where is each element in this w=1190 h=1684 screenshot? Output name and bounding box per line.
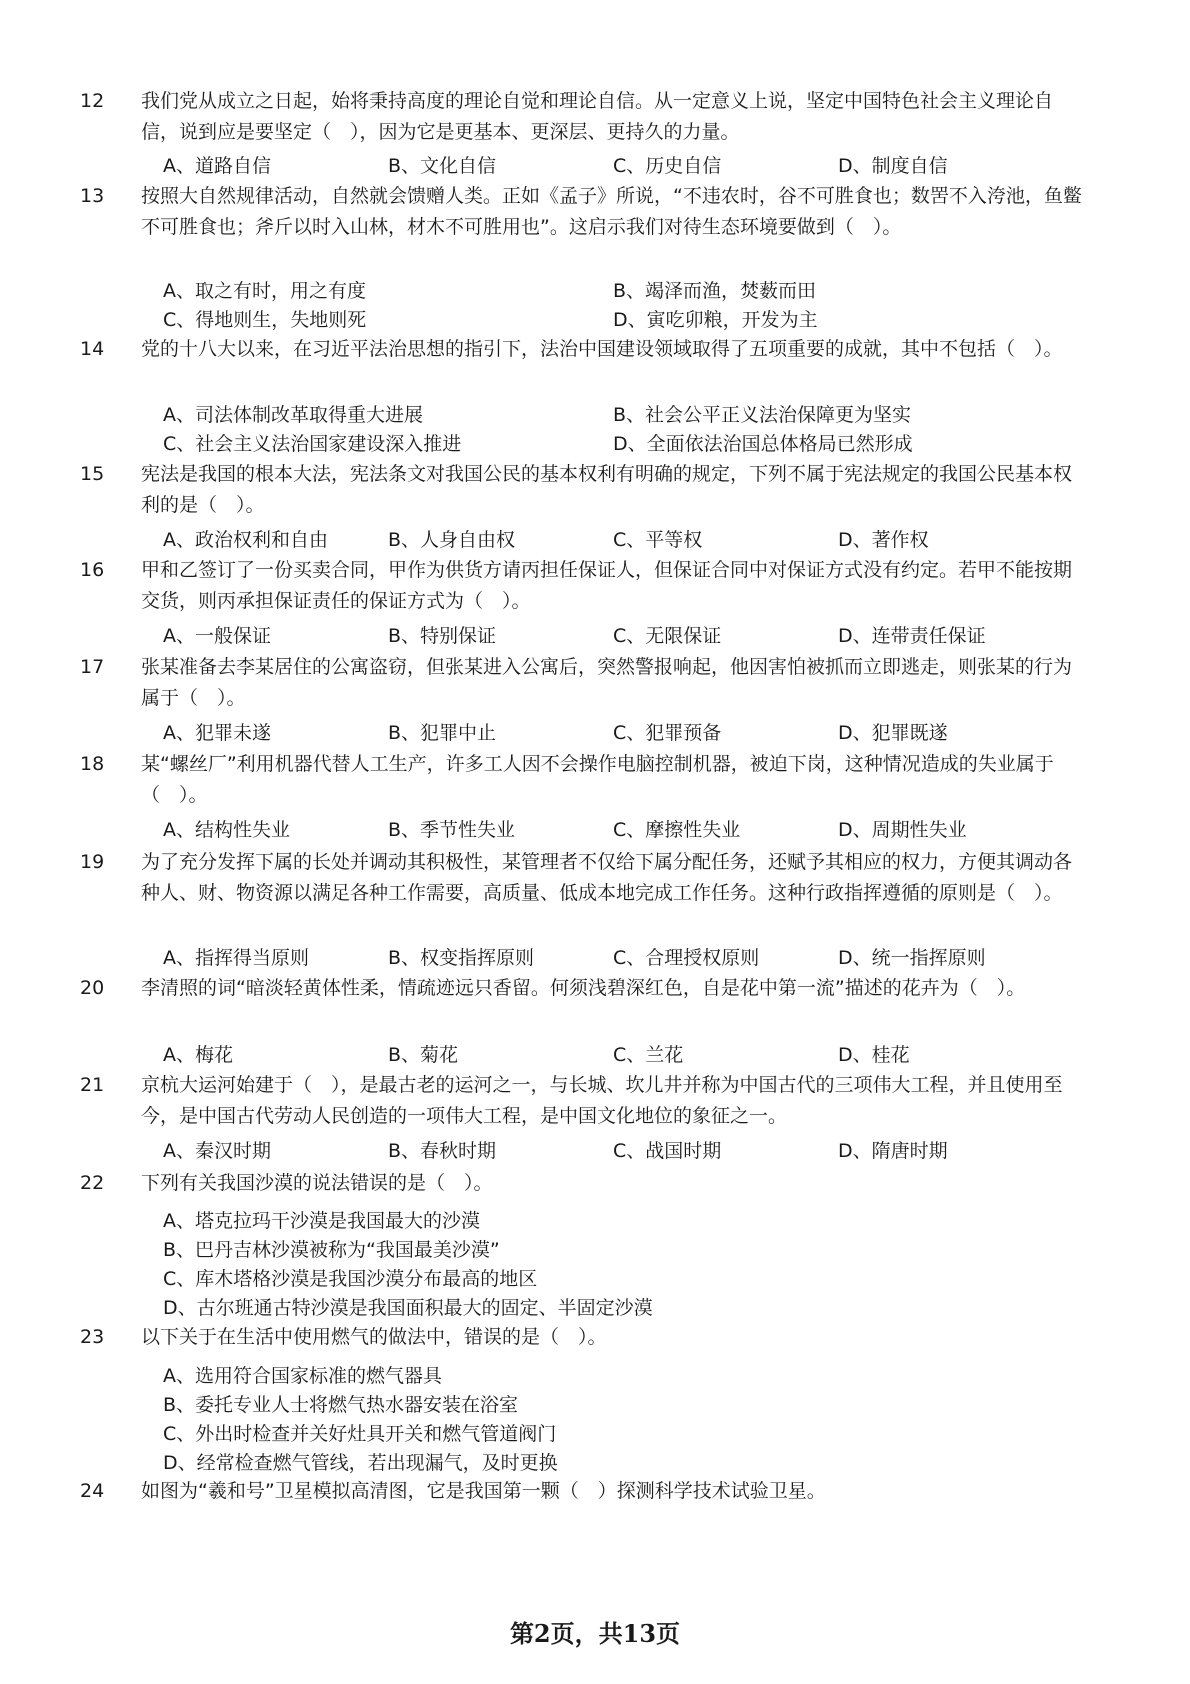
option-b[interactable]: B、权变指挥原则 (388, 947, 535, 969)
option-a[interactable]: A、塔克拉玛干沙漠是我国最大的沙漠 (163, 1210, 480, 1232)
question-number: 21 (80, 1074, 105, 1096)
option-b[interactable]: B、季节性失业 (388, 819, 516, 841)
option-c[interactable]: C、兰花 (613, 1044, 684, 1066)
options (163, 1207, 1063, 1323)
option-b[interactable]: B、文化自信 (388, 155, 497, 177)
option-b[interactable]: B、菊花 (388, 1044, 459, 1066)
option-a[interactable]: A、结构性失业 (163, 819, 290, 841)
option-d[interactable]: D、桂花 (838, 1044, 910, 1066)
option-c[interactable]: C、合理授权原则 (613, 947, 760, 969)
options (163, 1362, 1063, 1478)
option-b[interactable]: B、巴丹吉林沙漠被称为“我国最美沙漠” (163, 1239, 500, 1261)
options (163, 622, 1063, 651)
option-a[interactable]: A、一般保证 (163, 625, 271, 647)
question-number: 16 (80, 559, 105, 581)
question-text: 李清照的词“暗淡轻黄体性柔，情疏迹远只香留。何须浅碧深红色，自是花中第一流”描述的花卉为（ ）。 (141, 977, 1026, 999)
option-b[interactable]: B、特别保证 (388, 625, 497, 647)
question-number: 13 (80, 185, 105, 207)
option-d[interactable]: D、周期性失业 (838, 819, 967, 841)
page-footer: 第2页，共13页 (509, 1619, 681, 1648)
question-text: 党的十八大以来，在习近平法治思想的指引下，法治中国建设领域取得了五项重要的成就，其中不包括（ ）。 (141, 338, 1063, 360)
option-d[interactable]: D、全面依法治国总体格局已然形成 (613, 433, 913, 455)
option-b[interactable]: B、人身自由权 (388, 529, 516, 551)
question-text: 宪法是我国的根本大法，宪法条文对我国公民的基本权利有明确的规定，下列不属于宪法规定的我国公民基本权利的是（ ）。 (141, 463, 1073, 516)
option-c[interactable]: C、得地则生，失地则死 (163, 309, 367, 331)
option-a[interactable]: A、道路自信 (163, 155, 271, 177)
option-c[interactable]: C、平等权 (613, 529, 703, 551)
option-b[interactable]: B、委托专业人士将燃气热水器安装在浴室 (163, 1394, 519, 1416)
question-number: 18 (80, 753, 105, 775)
question-text: 下列有关我国沙漠的说法错误的是（ ）。 (141, 1172, 493, 1194)
options (163, 1137, 1063, 1166)
option-a[interactable]: A、选用符合国家标准的燃气器具 (163, 1365, 442, 1387)
option-c[interactable]: C、战国时期 (613, 1140, 722, 1162)
question-text: 如图为“羲和号”卫星模拟高清图，它是我国第一颗（ ）探测科学技术试验卫星。 (141, 1480, 826, 1502)
question-text: 甲和乙签订了一份买卖合同，甲作为供货方请丙担任保证人，但保证合同中对保证方式没有约定。若甲不能按期交货，则丙承担保证责任的保证方式为（ ）。 (141, 559, 1073, 612)
options (163, 277, 1063, 335)
options (163, 944, 1063, 973)
option-b[interactable]: B、春秋时期 (388, 1140, 497, 1162)
options (163, 719, 1063, 748)
option-d[interactable]: D、统一指挥原则 (838, 947, 986, 969)
question-number: 22 (80, 1172, 105, 1194)
option-b[interactable]: B、犯罪中止 (388, 722, 497, 744)
option-c[interactable]: C、库木塔格沙漠是我国沙漠分布最高的地区 (163, 1268, 538, 1290)
option-c[interactable]: C、无限保证 (613, 625, 722, 647)
option-d[interactable]: D、著作权 (838, 529, 929, 551)
question-number: 19 (80, 851, 105, 873)
question-number: 12 (80, 90, 105, 112)
options (163, 526, 1063, 555)
question-number: 23 (80, 1326, 105, 1348)
option-a[interactable]: A、梅花 (163, 1044, 233, 1066)
question-text: 某“螺丝厂”利用机器代替人工生产，许多工人因不会操作电脑控制机器，被迫下岗，这种情况造成的失业属于（ ）。 (141, 753, 1054, 806)
option-d[interactable]: D、寅吃卯粮，开发为主 (613, 309, 818, 331)
options (163, 401, 1063, 459)
question-text: 以下关于在生活中使用燃气的做法中，错误的是（ ）。 (141, 1326, 607, 1348)
option-b[interactable]: B、社会公平正义法治保障更为坚实 (613, 404, 912, 426)
option-a[interactable]: A、犯罪未遂 (163, 722, 271, 744)
question-number: 20 (80, 977, 105, 999)
question-number: 24 (80, 1480, 105, 1502)
options (163, 1041, 1063, 1070)
options (163, 152, 1063, 181)
option-a[interactable]: A、司法体制改革取得重大进展 (163, 404, 423, 426)
question-text: 张某准备去李某居住的公寓盗窃，但张某进入公寓后，突然警报响起，他因害怕被抓而立即逃走，则张某的行为属于（ ）。 (141, 656, 1073, 709)
option-a[interactable]: A、取之有时，用之有度 (163, 280, 366, 302)
option-a[interactable]: A、秦汉时期 (163, 1140, 271, 1162)
option-c[interactable]: C、外出时检查并关好灶具开关和燃气管道阀门 (163, 1423, 557, 1445)
option-c[interactable]: C、犯罪预备 (613, 722, 722, 744)
option-c[interactable]: C、社会主义法治国家建设深入推进 (163, 433, 462, 455)
option-d[interactable]: D、隋唐时期 (838, 1140, 948, 1162)
option-a[interactable]: A、政治权利和自由 (163, 529, 328, 551)
question-text: 京杭大运河始建于（ ），是最古老的运河之一，与长城、坎儿井并称为中国古代的三项伟大工程，并且使用至今，是中国古代劳动人民创造的一项伟大工程，是中国文化地位的象征之一。 (141, 1074, 1063, 1127)
option-d[interactable]: D、犯罪既遂 (838, 722, 948, 744)
option-d[interactable]: D、连带责任保证 (838, 625, 986, 647)
option-a[interactable]: A、指挥得当原则 (163, 947, 309, 969)
option-d[interactable]: D、制度自信 (838, 155, 948, 177)
option-b[interactable]: B、竭泽而渔，焚薮而田 (613, 280, 817, 302)
question-text: 为了充分发挥下属的长处并调动其积极性，某管理者不仅给下属分配任务，还赋予其相应的权力，方便其调动各种人、财、物资源以满足各种工作需要，高质量、低成本地完成工作任务。这种行政指挥遵循的原则是（ ）。 (141, 851, 1073, 904)
option-c[interactable]: C、历史自信 (613, 155, 722, 177)
question-text: 按照大自然规律活动，自然就会馈赠人类。正如《孟子》所说，“不违农时，谷不可胜食也；数罟不入洿池，鱼鳖不可胜食也；斧斤以时入山林，材木不可胜用也”。这启示我们对待生态环境要做到（ ）。 (141, 185, 1082, 238)
question-text: 我们党从成立之日起，始将秉持高度的理论自觉和理论自信。从一定意义上说，坚定中国特色社会主义理论自信，说到应是要坚定（ ），因为它是更基本、更深层、更持久的力量。 (141, 90, 1054, 143)
option-d[interactable]: D、经常检查燃气管线，若出现漏气，及时更换 (163, 1452, 558, 1474)
options (163, 816, 1063, 845)
question-number: 14 (80, 338, 105, 360)
option-d[interactable]: D、古尔班通古特沙漠是我国面积最大的固定、半固定沙漠 (163, 1297, 653, 1319)
question-number: 17 (80, 656, 105, 678)
option-c[interactable]: C、摩擦性失业 (613, 819, 741, 841)
question-number: 15 (80, 463, 105, 485)
